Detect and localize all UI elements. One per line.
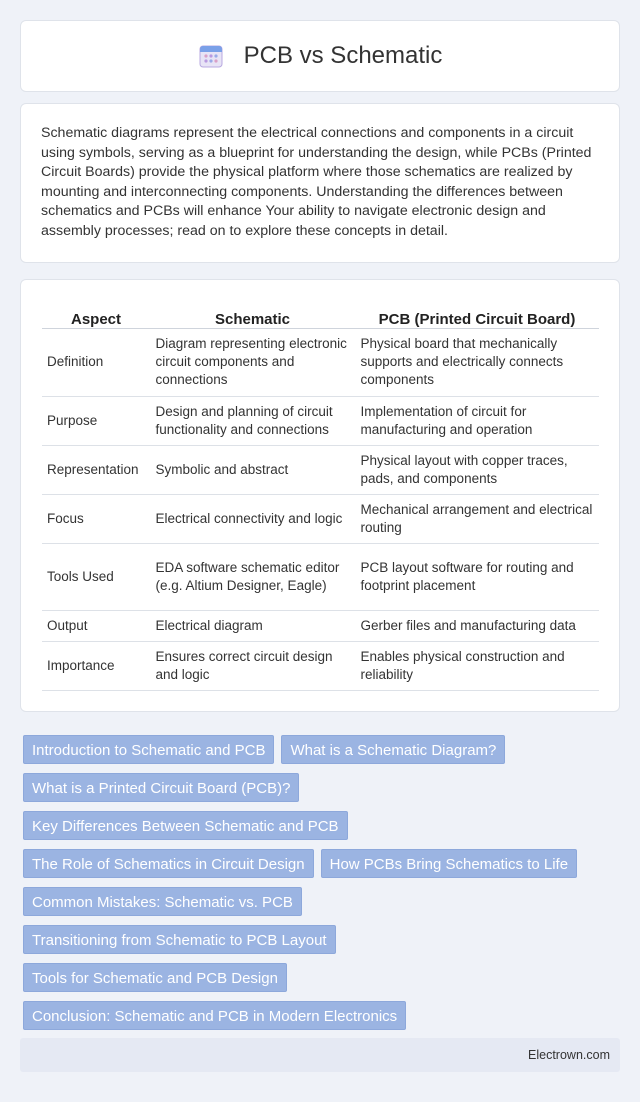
title-card bbox=[20, 20, 620, 92]
footer bbox=[20, 1038, 620, 1072]
link-row bbox=[23, 963, 620, 993]
topic-link-pcbs-bring-life[interactable]: How PCBs Bring Schematics to Life bbox=[321, 849, 577, 878]
topic-link-conclusion[interactable]: Conclusion: Schematic and PCB in Modern Electronics bbox=[23, 1001, 406, 1030]
table-row bbox=[42, 641, 599, 690]
comparison-table-card bbox=[20, 279, 620, 712]
header-aspect: Aspect bbox=[42, 304, 150, 328]
row-aspect: Focus bbox=[42, 494, 150, 543]
row-aspect: Representation bbox=[42, 445, 150, 494]
topic-link-transitioning[interactable]: Transitioning from Schematic to PCB Layout bbox=[23, 925, 336, 954]
intro-card bbox=[20, 103, 620, 263]
link-row bbox=[23, 1001, 620, 1031]
row-schematic: Ensures correct circuit design and logic bbox=[150, 641, 355, 690]
row-schematic: Symbolic and abstract bbox=[150, 445, 355, 494]
row-schematic: Electrical connectivity and logic bbox=[150, 494, 355, 543]
row-aspect: Tools Used bbox=[42, 543, 150, 610]
row-pcb: Mechanical arrangement and electrical routing bbox=[355, 494, 599, 543]
header-schematic: Schematic bbox=[150, 304, 355, 328]
topic-link-tools[interactable]: Tools for Schematic and PCB Design bbox=[23, 963, 287, 992]
topic-link-common-mistakes[interactable]: Common Mistakes: Schematic vs. PCB bbox=[23, 887, 302, 916]
row-schematic: Design and planning of circuit functionality and connections bbox=[150, 396, 355, 445]
row-pcb: Enables physical construction and reliability bbox=[355, 641, 599, 690]
row-aspect: Importance bbox=[42, 641, 150, 690]
link-row bbox=[23, 849, 620, 879]
row-pcb: Physical board that mechanically supports and electrically connects components bbox=[355, 328, 599, 396]
link-row bbox=[23, 925, 620, 955]
row-pcb: PCB layout software for routing and footprint placement bbox=[355, 543, 599, 610]
row-pcb: Implementation of circuit for manufacturing and operation bbox=[355, 396, 599, 445]
link-row bbox=[23, 887, 620, 917]
row-aspect: Definition bbox=[42, 328, 150, 396]
footer-site-name[interactable]: Electrown.com bbox=[528, 1048, 610, 1062]
link-row bbox=[23, 735, 620, 765]
topic-links bbox=[23, 735, 620, 1039]
intro-text: Schematic diagrams represent the electrical connections and components in a circuit using symbols, serving as a blueprint for understanding the design, while PCBs (Printed Circuit Boards) provide the physical platform where those schematics are realized by mounting and interconnecting components. Understanding the differences between schematics and PCBs will enhance Your ability to navigate electronic design and assembly processes; read on to explore these concepts in detail. bbox=[41, 125, 592, 239]
topic-link-introduction[interactable]: Introduction to Schematic and PCB bbox=[23, 735, 274, 764]
table-row bbox=[42, 328, 599, 396]
row-schematic: Diagram representing electronic circuit components and connections bbox=[150, 328, 355, 396]
row-schematic: EDA software schematic editor (e.g. Altium Designer, Eagle) bbox=[150, 543, 355, 610]
link-row bbox=[23, 773, 620, 803]
table-row bbox=[42, 494, 599, 543]
row-aspect: Purpose bbox=[42, 396, 150, 445]
calendar-grid-icon bbox=[198, 43, 224, 69]
link-row bbox=[23, 811, 620, 841]
comparison-table bbox=[42, 304, 599, 691]
table-row bbox=[42, 445, 599, 494]
table-row bbox=[42, 543, 599, 610]
header-pcb: PCB (Printed Circuit Board) bbox=[355, 304, 599, 328]
row-aspect: Output bbox=[42, 610, 150, 641]
row-schematic: Electrical diagram bbox=[150, 610, 355, 641]
row-pcb: Physical layout with copper traces, pads, and components bbox=[355, 445, 599, 494]
topic-link-key-differences[interactable]: Key Differences Between Schematic and PCB bbox=[23, 811, 348, 840]
topic-link-schematic-diagram[interactable]: What is a Schematic Diagram? bbox=[281, 735, 505, 764]
page-title: PCB vs Schematic bbox=[243, 42, 443, 69]
topic-link-role-of-schematics[interactable]: The Role of Schematics in Circuit Design bbox=[23, 849, 314, 878]
row-pcb: Gerber files and manufacturing data bbox=[355, 610, 599, 641]
table-row bbox=[42, 396, 599, 445]
table-row bbox=[42, 610, 599, 641]
topic-link-pcb[interactable]: What is a Printed Circuit Board (PCB)? bbox=[23, 773, 299, 802]
table-header-row bbox=[42, 304, 599, 328]
